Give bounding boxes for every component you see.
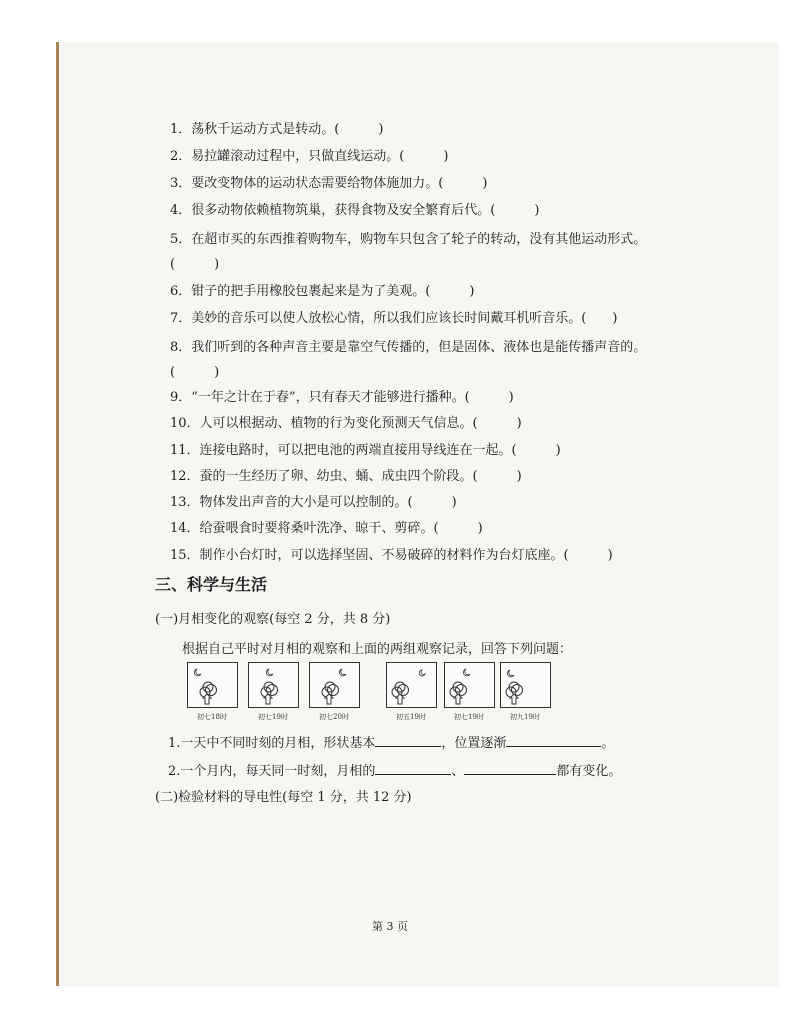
answer-blank-1[interactable] <box>375 734 441 747</box>
question-4: 4．很多动物依赖植物筑巢，获得食物及安全繁育后代。( ) <box>170 203 540 218</box>
question-1: 1．荡秋千运动方式是转动。( ) <box>170 122 384 137</box>
fill-q2-middle: 、 <box>451 764 465 779</box>
moon-caption-1: 初七18时 <box>197 713 227 721</box>
section-3-title: 三、科学与生活 <box>155 575 268 594</box>
question-8: 8．我们听到的各种声音主要是靠空气传播的，但是固体、液体也是能传播声音的。( ) <box>170 340 647 380</box>
answer-blank-3[interactable] <box>375 762 451 775</box>
moon-panel-4 <box>386 662 437 708</box>
fill-q1-prefix: 1.一天中不同时刻的月相，形状基本 <box>168 736 376 751</box>
question-9: 9．“一年之计在于春”，只有春天才能够进行播种。( ) <box>170 390 514 405</box>
page-number: 第 3 页 <box>372 920 408 933</box>
moon-panel-5 <box>444 662 495 708</box>
fill-question-2 <box>168 760 621 779</box>
moon-panel-2 <box>248 662 299 708</box>
fill-q1-middle: ，位置逐渐 <box>441 736 507 751</box>
answer-blank-2[interactable] <box>506 734 601 747</box>
fill-q2-prefix: 2.一个月内，每天同一时刻，月相的 <box>168 764 376 779</box>
answer-blank-4[interactable] <box>464 762 556 775</box>
question-15: 15．制作小台灯时，可以选择坚固、不易破碎的材料作为台灯底座。( ) <box>170 548 613 563</box>
moon-panel-3 <box>309 662 360 708</box>
moon-caption-4: 初五19时 <box>396 713 426 721</box>
question-12: 12．蚕的一生经历了卵、幼虫、蛹、成虫四个阶段。( ) <box>170 469 522 484</box>
question-5: 5．在超市买的东西推着购物车，购物车只包含了轮子的转动，没有其他运动形式。( ) <box>170 232 647 272</box>
fill-question-1 <box>168 732 614 751</box>
moon-caption-3: 初七20时 <box>319 713 349 721</box>
instruction: 根据自己平时对月相的观察和上面的两组观察记录，回答下列问题： <box>182 642 573 657</box>
moon-caption-5: 初七19时 <box>454 713 484 721</box>
question-6: 6．钳子的把手用橡胶包裹起来是为了美观。( ) <box>170 284 475 299</box>
fill-q1-suffix: 。 <box>601 736 615 751</box>
question-14: 14．给蚕喂食时要将桑叶洗净、晾干、剪碎。( ) <box>170 521 483 536</box>
moon-panel-1 <box>187 662 238 708</box>
question-13: 13．物体发出声音的大小是可以控制的。( ) <box>170 495 457 510</box>
moon-caption-6: 初九19时 <box>510 713 540 721</box>
question-10: 10．人可以根据动、植物的行为变化预测天气信息。( ) <box>170 416 522 431</box>
moon-panel-6 <box>500 662 551 708</box>
question-7: 7．美妙的音乐可以使人放松心情，所以我们应该长时间戴耳机听音乐。( ) <box>170 311 618 326</box>
part1-title: (一)月相变化的观察(每空 2 分，共 8 分) <box>155 612 391 627</box>
question-2: 2．易拉罐滚动过程中，只做直线运动。( ) <box>170 149 449 164</box>
fill-q2-suffix: 都有变化。 <box>556 764 622 779</box>
moon-caption-2: 初七19时 <box>258 713 288 721</box>
question-11: 11．连接电路时，可以把电池的两端直接用导线连在一起。( ) <box>170 443 561 458</box>
question-3: 3．要改变物体的运动状态需要给物体施加力。( ) <box>170 176 488 191</box>
part2-title: (二)检验材料的导电性(每空 1 分，共 12 分) <box>155 790 412 805</box>
